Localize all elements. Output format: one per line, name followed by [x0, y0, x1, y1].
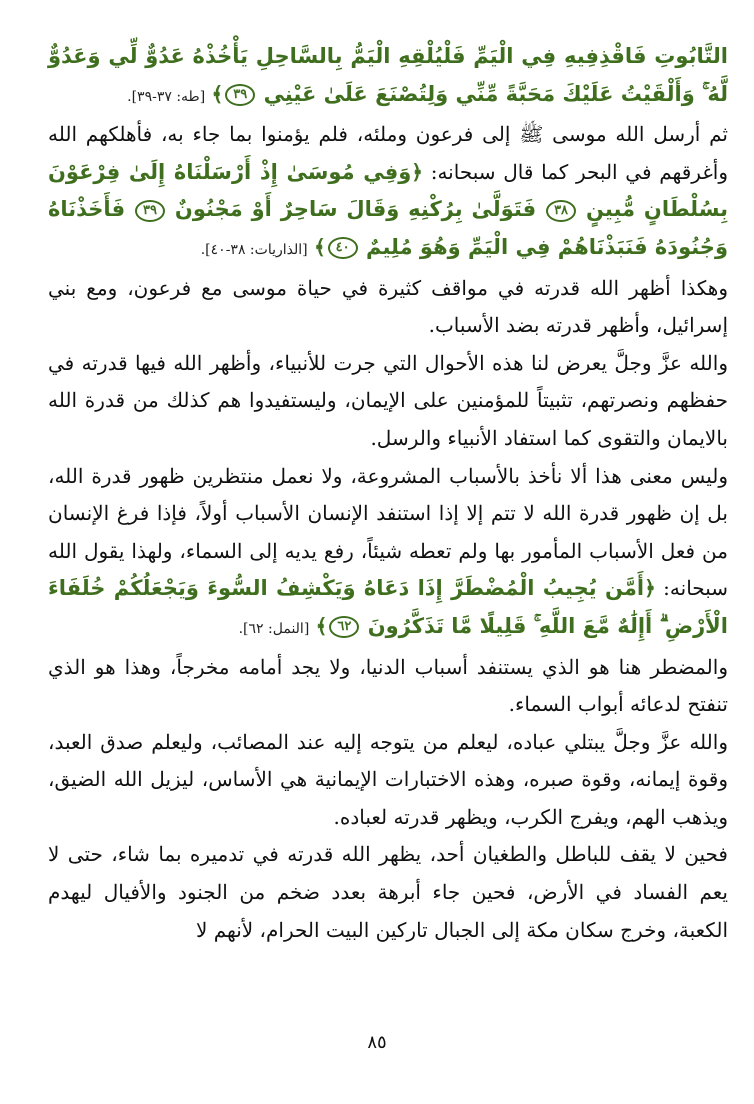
verse-close-bracket: ﴾ [315, 613, 328, 638]
verse-close-bracket: ﴾ [211, 81, 224, 106]
paragraph-text: وهكذا أظهر الله قدرته في مواقف كثيرة في حياة موسى مع فرعون، ومع بني إسرائيل، وأظهر قدرته بضد الأسباب. [48, 275, 728, 338]
quran-verse-taha: التَّابُوتِ فَاقْذِفِيهِ فِي الْيَمِّ فَلْيُلْقِهِ الْيَمُّ بِالسَّاحِلِ يَأْخُذْهُ عَدُوٌّ لِّي وَعَدُوٌّ لَّهُ ۚ وَأَلْقَيْتُ عَلَيْكَ مَحَبَّةً مِّنِّي وَلِتُصْنَعَ عَلَىٰ عَيْنِي [48, 44, 728, 106]
verse-continuation [48, 38, 728, 116]
verse-reference: [الذاريات: ٣٨-٤٠]. [200, 241, 308, 258]
quran-verse-dhariyat-38: وَفِي مُوسَىٰ إِذْ أَرْسَلْنَاهُ إِلَىٰ فِرْعَوْنَ بِسُلْطَانٍ مُّبِينٍ [48, 159, 729, 222]
verse-close-bracket: ﴾ [313, 234, 326, 259]
paragraph-text: ثم أرسل الله موسى ﷺ إلى فرعون وملئه، فلم يؤمنوا بما جاء به، فأهلكهم الله وأغرقهم في البحر كما قال سبحانه: [48, 122, 729, 184]
paragraph-text: والله عزَّ وجلَّ يعرض لنا هذه الأحوال التي جرت للأنبياء، وأظهر الله فيها قدرته في حفظهم ونصرتهم، تثبيتاً للمؤمنين على الإيمان، وليستفيدوا هم كذلك من قدرة الله بالايمان والتقوى كما استفاد الأنبياء والرسل. [48, 350, 728, 450]
verse-open-bracket: ﴿ [644, 576, 656, 601]
page-text [48, 38, 728, 949]
paragraph-means [48, 458, 728, 649]
paragraph-text: والمضطر هنا هو الذي يستنفد أسباب الدنيا، ولا يجد أمامه مخرجاً، وهذا هو الذي تنفتح لدعائه أبواب السماء. [48, 654, 728, 717]
ayah-number-marker: ٦٢ [329, 616, 359, 638]
quran-verse-naml: أَمَّن يُجِيبُ الْمُضْطَرَّ إِذَا دَعَاهُ وَيَكْشِفُ السُّوءَ وَيَجْعَلُكُمْ خُلَفَاءَ الْأَرْضِ ۗ أَإِلَٰهٌ مَّعَ اللَّهِ ۚ قَلِيلًا مَّا تَذَكَّرُونَ [48, 576, 728, 638]
verse-reference: [طه: ٣٧-٣٩]. [127, 88, 206, 105]
ayah-number-marker: ٣٩ [225, 84, 255, 106]
verse-open-bracket: ﴿ [411, 159, 423, 184]
ayah-number-marker: ٣٨ [546, 200, 576, 222]
verse-reference: [النمل: ٦٢]. [238, 620, 310, 637]
page-number: ٨٥ [367, 1032, 387, 1053]
paragraph-musa-pharaoh [48, 116, 728, 269]
paragraph-text: وليس معنى هذا ألا نأخذ بالأسباب المشروعة، ولا نعمل منتظرين ظهور قدرة الله، بل إن ظهور قدرة الله لا تتم إلا إذا استنفد الإنسان الأسباب أولاً، فإذا فرغ الإنسان من فعل الأسباب المأمور بها ولم تعطه شيئاً، رفع يديه إلى السماء، ولهذا يقول الله سبحانه: [48, 463, 728, 601]
paragraph-text: فحين لا يقف للباطل والطغيان أحد، يظهر الله قدرته في تدميره بما شاء، حتى لا يعم الفساد في الأرض، فحين جاء أبرهة بعدد ضخم من الجنود والأفيال ليهدم الكعبة، وخرج سكان مكة إلى الجبال تاركين البيت الحرام، لأنهم لا [48, 842, 728, 942]
quran-verse-dhariyat-40: فَأَخَذْنَاهُ وَجُنُودَهُ فَنَبَذْنَاهُمْ فِي الْيَمِّ وَهُوَ مُلِيمٌ [48, 197, 728, 259]
paragraph-text: والله عزَّ وجلَّ يبتلي عباده، ليعلم من يتوجه إليه عند المصائب، وليعلم صدق العبد، وقوة إيمانه، وقوة صبره، وهذه الاختبارات الإيمانية هي الأساس، ليزيل الله الضيق، ويذهب الهم، ويفرج الكرب، ويظهر قدرته لعباده. [48, 729, 728, 829]
quran-verse-dhariyat-39: فَتَوَلَّىٰ بِرُكْنِهِ وَقَالَ سَاحِرٌ أَوْ مَجْنُونٌ [174, 197, 537, 222]
ayah-number-marker: ٤٠ [328, 237, 358, 259]
ayah-number-marker: ٣٩ [135, 200, 165, 222]
